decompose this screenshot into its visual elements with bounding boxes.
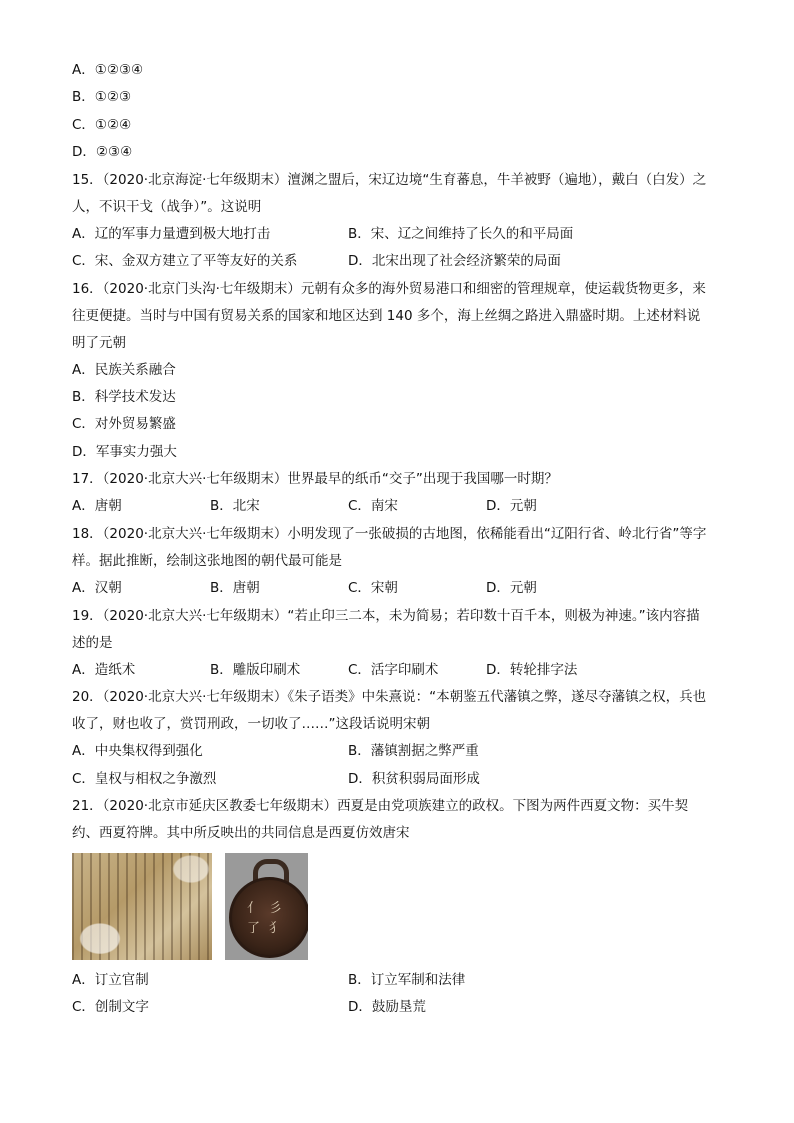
q14-option-b: B．①②③	[72, 89, 132, 105]
q19-option-d: D．转轮排字法	[486, 662, 578, 678]
q17-stem-line1: 17．（2020·北京大兴·七年级期末）世界最早的纸币“交子”出现于我国哪一时期？	[72, 471, 558, 487]
q18-option-b: B．唐朝	[210, 580, 260, 596]
q16-option-b: B．科学技术发达	[72, 389, 176, 405]
q20-option-b: B．藩镇割据之弊严重	[348, 743, 479, 759]
q14-option-d: D．②③④	[72, 144, 133, 160]
q17-option-c: C．南宋	[348, 498, 398, 514]
q15-stem-line2: 人，不识干戈（战争）”。这说明	[72, 199, 262, 215]
q21-option-c: C．创制文字	[72, 999, 149, 1015]
q21-option-a: A．订立官制	[72, 972, 149, 988]
q21-option-d: D．鼓励垦荒	[348, 999, 426, 1015]
q18-option-c: C．宋朝	[348, 580, 398, 596]
q17-option-a: A．唐朝	[72, 498, 122, 514]
q16-stem-line2: 往更便捷。当时与中国有贸易关系的国家和地区达到 140 多个，海上丝绸之路进入鼎盛时期。上述材料说	[72, 308, 701, 324]
q20-stem-line2: 收了，财也收了，赏罚刑政，一切收了……”这段话说明宋朝	[72, 716, 430, 732]
q14-option-a: A．①②③④	[72, 62, 144, 78]
q19-stem-line2: 述的是	[72, 635, 113, 651]
q16-stem-line1: 16．（2020·北京门头沟·七年级期末）元朝有众多的海外贸易港口和细密的管理规章，使运载货物更多，来	[72, 281, 706, 297]
q16-stem-line3: 明了元朝	[72, 335, 126, 351]
q19-option-b: B．雕版印刷术	[210, 662, 301, 678]
q15-option-a: A．辽的军事力量遭到极大地打击	[72, 226, 271, 242]
q19-option-a: A．造纸术	[72, 662, 136, 678]
q19-stem-line1: 19．（2020·北京大兴·七年级期末）“若止印三二本，未为简易；若印数十百千本，则极为神速。”该内容描	[72, 608, 700, 624]
q20-option-a: A．中央集权得到强化	[72, 743, 203, 759]
q14-option-c: C．①②④	[72, 117, 132, 133]
q18-stem-line1: 18．（2020·北京大兴·七年级期末）小明发现了一张破损的古地图，依稀能看出“辽阳行省、岭北行省”等字	[72, 526, 707, 542]
q21-stem-line1: 21．（2020·北京市延庆区教委七年级期末）西夏是由党项族建立的政权。下图为两件西夏文物：买牛契	[72, 798, 689, 814]
xixia-cattle-contract-image	[72, 853, 212, 960]
q17-option-b: B．北宋	[210, 498, 260, 514]
q18-stem-line2: 样。据此推断，绘制这张地图的朝代最可能是	[72, 553, 342, 569]
q21-option-b: B．订立军制和法律	[348, 972, 466, 988]
q20-option-c: C．皇权与相权之争激烈	[72, 771, 217, 787]
q18-option-a: A．汉朝	[72, 580, 122, 596]
q18-option-d: D．元朝	[486, 580, 537, 596]
q20-stem-line1: 20．（2020·北京大兴·七年级期末）《朱子语类》中朱熹说：“本朝鉴五代藩镇之弊，遂尽夺藩镇之权，兵也	[72, 689, 707, 705]
q21-stem-line2: 约、西夏符牌。其中所反映出的共同信息是西夏仿效唐宋	[72, 825, 410, 841]
q16-option-a: A．民族关系融合	[72, 362, 176, 378]
q15-stem-line1: 15．（2020·北京海淀·七年级期末）澶渊之盟后，宋辽边境“生育蕃息，牛羊被野（遍地），戴白（白发）之	[72, 172, 707, 188]
q15-option-d: D．北宋出现了社会经济繁荣的局面	[348, 253, 561, 269]
q16-option-d: D．军事实力强大	[72, 444, 177, 460]
q15-option-b: B．宋、辽之间维持了长久的和平局面	[348, 226, 574, 242]
q20-option-d: D．积贫积弱局面形成	[348, 771, 480, 787]
q17-option-d: D．元朝	[486, 498, 537, 514]
q16-option-c: C．对外贸易繁盛	[72, 416, 176, 432]
q15-option-c: C．宋、金双方建立了平等友好的关系	[72, 253, 298, 269]
xixia-token-plaque-image: 亻 彡 了 犭	[225, 853, 308, 960]
q19-option-c: C．活字印刷术	[348, 662, 439, 678]
